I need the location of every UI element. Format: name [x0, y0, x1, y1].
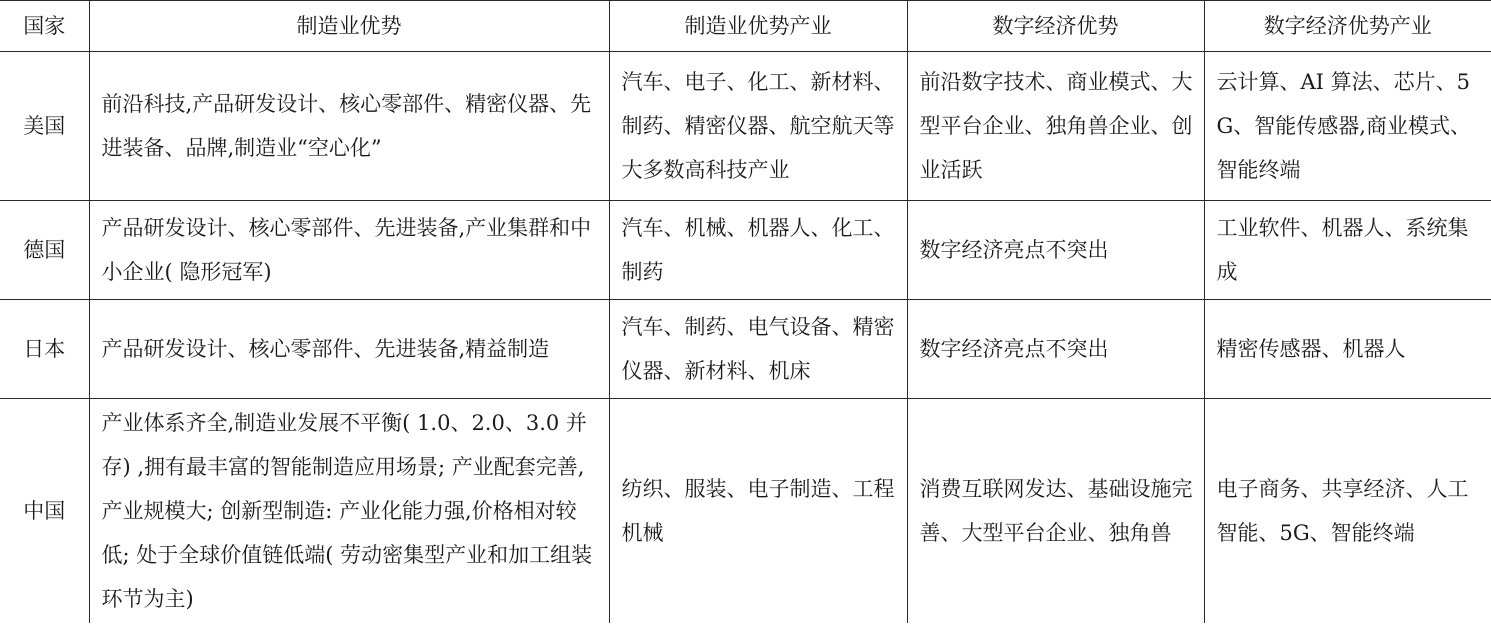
digital-industries-cell: 精密传感器、机器人	[1204, 300, 1491, 399]
digital-advantage-cell: 数字经济亮点不突出	[907, 300, 1204, 399]
manufacturing-industries-cell: 汽车、机械、机器人、化工、制药	[609, 201, 907, 300]
country-cell: 日本	[0, 300, 89, 399]
table-row	[0, 201, 1491, 300]
header-digital-industries: 数字经济优势产业	[1204, 1, 1491, 52]
digital-industries-cell: 电子商务、共享经济、人工智能、5G、智能终端	[1204, 399, 1491, 624]
country-cell: 美国	[0, 52, 89, 201]
header-country: 国家	[0, 1, 89, 52]
country-cell: 德国	[0, 201, 89, 300]
country-cell: 中国	[0, 399, 89, 624]
digital-industries-cell: 工业软件、机器人、系统集成	[1204, 201, 1491, 300]
manufacturing-advantage-cell: 产品研发设计、核心零部件、先进装备,精益制造	[89, 300, 609, 399]
header-manufacturing-advantage: 制造业优势	[89, 1, 609, 52]
header-row	[0, 1, 1491, 52]
header-manufacturing-industries: 制造业优势产业	[609, 1, 907, 52]
digital-advantage-cell: 前沿数字技术、商业模式、大型平台企业、独角兽企业、创业活跃	[907, 52, 1204, 201]
manufacturing-advantage-cell: 产品研发设计、核心零部件、先进装备,产业集群和中小企业( 隐形冠军)	[89, 201, 609, 300]
table-row	[0, 399, 1491, 624]
manufacturing-industries-cell: 汽车、电子、化工、新材料、制药、精密仪器、航空航天等大多数高科技产业	[609, 52, 907, 201]
digital-industries-cell: 云计算、AI 算法、芯片、5G、智能传感器,商业模式、智能终端	[1204, 52, 1491, 201]
table-row	[0, 300, 1491, 399]
header-digital-advantage: 数字经济优势	[907, 1, 1204, 52]
manufacturing-industries-cell: 汽车、制药、电气设备、精密仪器、新材料、机床	[609, 300, 907, 399]
manufacturing-advantage-cell: 产业体系齐全,制造业发展不平衡( 1.0、2.0、3.0 并存) ,拥有最丰富的智能制造应用场景; 产业配套完善,产业规模大; 创新型制造: 产业化能力强,价格相对较低; 处于全球价值链低端( 劳动密集型产业和加工组装环节为主)	[89, 399, 609, 624]
table-row	[0, 52, 1491, 201]
manufacturing-industries-cell: 纺织、服装、电子制造、工程机械	[609, 399, 907, 624]
digital-advantage-cell: 消费互联网发达、基础设施完善、大型平台企业、独角兽	[907, 399, 1204, 624]
manufacturing-advantage-cell: 前沿科技,产品研发设计、核心零部件、精密仪器、先进装备、品牌,制造业“空心化”	[89, 52, 609, 201]
digital-advantage-cell: 数字经济亮点不突出	[907, 201, 1204, 300]
